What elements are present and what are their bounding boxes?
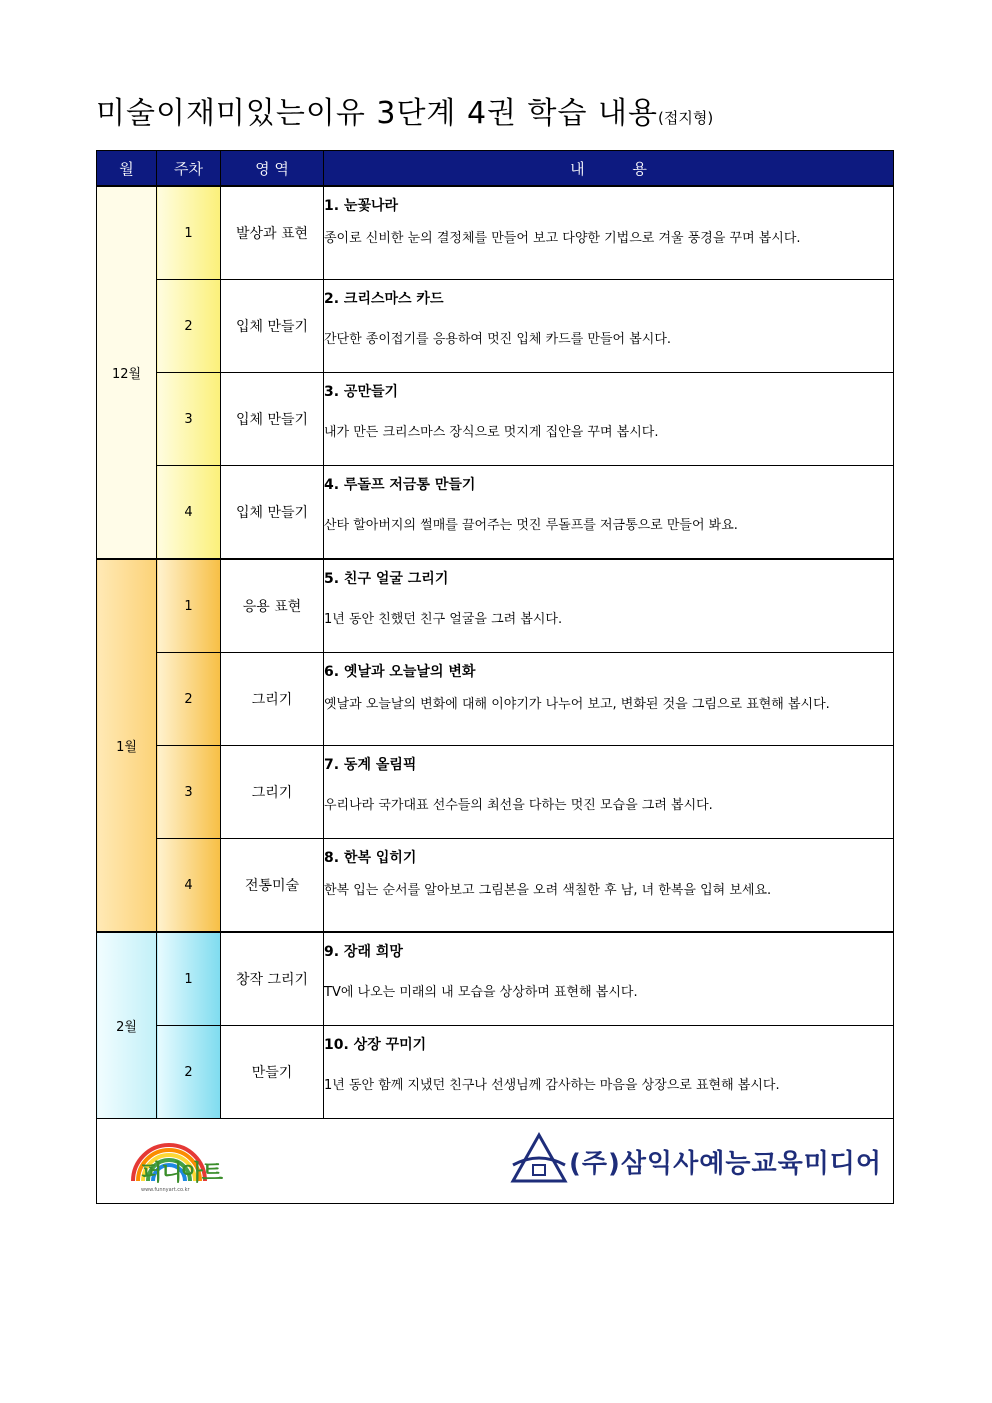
area-cell: 발상과 표현	[221, 186, 324, 280]
content-cell	[324, 932, 894, 1026]
area-cell: 만들기	[221, 1026, 324, 1119]
funnyart-url: www.funnyart.co.kr	[141, 1187, 190, 1193]
lesson-desc: 간단한 종이접기를 응용하여 멋진 입체 카드를 만들어 봅시다.	[324, 332, 672, 347]
content-cell	[324, 839, 894, 933]
header-area: 영 역	[221, 151, 324, 187]
table-row	[97, 186, 894, 280]
table-row	[97, 373, 894, 466]
week-cell: 1	[157, 186, 221, 280]
week-cell: 4	[157, 466, 221, 560]
week-cell: 4	[157, 839, 221, 933]
lesson-title: 5. 친구 얼굴 그리기	[324, 571, 449, 587]
lesson-title: 7. 동계 올림픽	[324, 757, 417, 773]
lesson-title: 10. 상장 꾸미기	[324, 1037, 427, 1053]
month-cell: 2월	[97, 932, 157, 1119]
lesson-desc: 우리나라 국가대표 선수들의 최선을 다하는 멋진 모습을 그려 봅시다.	[324, 798, 713, 813]
content-cell	[324, 373, 894, 466]
table-row	[97, 653, 894, 746]
table-row	[97, 466, 894, 560]
content-cell	[324, 746, 894, 839]
content-cell	[324, 466, 894, 560]
week-cell: 2	[157, 653, 221, 746]
lesson-title: 2. 크리스마스 카드	[324, 291, 444, 307]
page-title	[96, 88, 713, 132]
lesson-desc: TV에 나오는 미래의 내 모습을 상상하며 표현해 봅시다.	[324, 985, 638, 1000]
lesson-desc: 내가 만든 크리스마스 장식으로 멋지게 집안을 꾸며 봅시다.	[324, 425, 659, 440]
lesson-desc: 종이로 신비한 눈의 결정체를 만들어 보고 다양한 기법으로 겨울 풍경을 꾸며 봅시다.	[324, 231, 801, 246]
lesson-title: 8. 한복 입히기	[324, 850, 417, 866]
area-cell: 그리기	[221, 746, 324, 839]
week-cell: 1	[157, 559, 221, 653]
content-cell	[324, 186, 894, 280]
lesson-title: 9. 장래 희망	[324, 944, 403, 960]
area-cell: 그리기	[221, 653, 324, 746]
week-cell: 3	[157, 373, 221, 466]
header-content: 내 용	[324, 151, 894, 187]
week-cell: 3	[157, 746, 221, 839]
table-row	[97, 932, 894, 1026]
lesson-desc: 산타 할아버지의 썰매를 끌어주는 멋진 루돌프를 저금통으로 만들어 봐요.	[324, 518, 738, 533]
area-cell: 입체 만들기	[221, 280, 324, 373]
company-name: (주)삼익사예능교육미디어	[569, 1149, 883, 1179]
table-row	[97, 559, 894, 653]
curriculum-table	[96, 150, 894, 1204]
month-cell: 1월	[97, 559, 157, 932]
area-cell: 응용 표현	[221, 559, 324, 653]
table-row	[97, 839, 894, 933]
lesson-desc: 한복 입는 순서를 알아보고 그림본을 오려 색칠한 후 남, 녀 한복을 입혀 보세요.	[324, 883, 772, 898]
lesson-title: 4. 루돌프 저금통 만들기	[324, 477, 476, 493]
funnyart-logo-text: 퍼니아트	[141, 1161, 223, 1186]
title-main: 미술이재미있는이유 3단계 4권 학습 내용	[96, 96, 658, 131]
content-cell	[324, 653, 894, 746]
month-cell: 12월	[97, 186, 157, 559]
area-cell: 전통미술	[221, 839, 324, 933]
area-cell: 입체 만들기	[221, 466, 324, 560]
header-month: 월	[97, 151, 157, 187]
table-row	[97, 280, 894, 373]
footer-row	[97, 1119, 894, 1204]
lesson-title: 3. 공만들기	[324, 384, 399, 400]
footer-cell	[97, 1119, 894, 1204]
table-row	[97, 1026, 894, 1119]
lesson-desc: 1년 동안 함께 지냈던 친구나 선생님께 감사하는 마음을 상장으로 표현해 봅시다.	[324, 1078, 780, 1093]
samik-triangle-logo-icon	[509, 1131, 569, 1187]
week-cell: 1	[157, 932, 221, 1026]
area-cell: 창작 그리기	[221, 932, 324, 1026]
lesson-title: 1. 눈꽃나라	[324, 198, 399, 214]
header-row	[97, 151, 894, 187]
table-row	[97, 746, 894, 839]
lesson-desc: 1년 동안 친했던 친구 얼굴을 그려 봅시다.	[324, 612, 563, 627]
lesson-title: 6. 옛날과 오늘날의 변화	[324, 664, 476, 680]
title-sub: (접지형)	[658, 109, 714, 127]
lesson-desc: 옛날과 오늘날의 변화에 대해 이야기가 나누어 보고, 변화된 것을 그림으로 표현해 봅시다.	[324, 697, 830, 712]
content-cell	[324, 559, 894, 653]
area-cell: 입체 만들기	[221, 373, 324, 466]
week-cell: 2	[157, 1026, 221, 1119]
content-cell	[324, 280, 894, 373]
header-week: 주차	[157, 151, 221, 187]
week-cell: 2	[157, 280, 221, 373]
content-cell	[324, 1026, 894, 1119]
